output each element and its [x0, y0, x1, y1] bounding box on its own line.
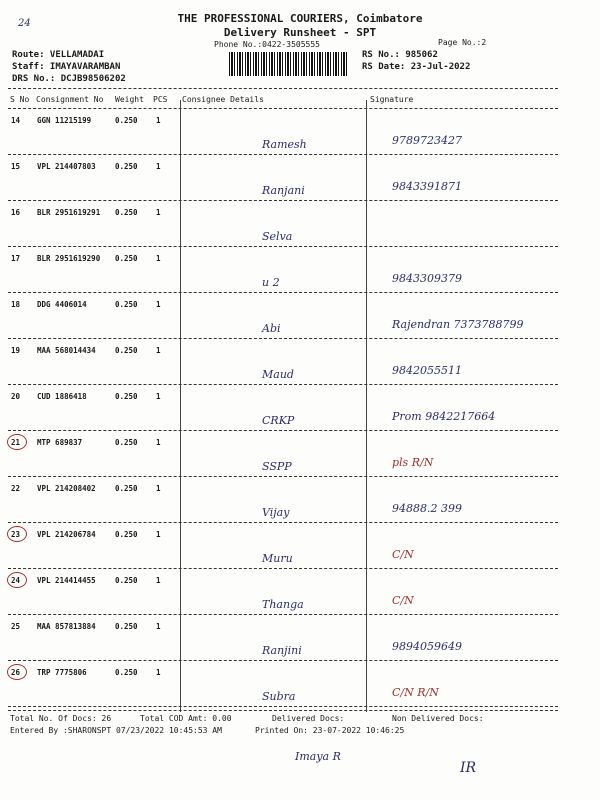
row-pcs: 1 [156, 162, 161, 171]
drs-number: DRS No.: DCJB98506202 [12, 74, 126, 84]
row-s-no: 21 [11, 438, 21, 447]
row-consignment-no: MTP 689837 [37, 438, 83, 447]
route-label: Route: VELLAMADAI [12, 50, 105, 60]
company-name: THE PROFESSIONAL COURIERS, Coimbatore [177, 12, 423, 25]
row-weight: 0.250 [115, 162, 138, 171]
row-consignee-name: Ramesh [262, 138, 307, 151]
row-signature: C/N [392, 594, 414, 607]
supervisor-mark: IR [460, 760, 477, 776]
row-s-no: 15 [11, 162, 21, 171]
row-pcs: 1 [156, 346, 161, 355]
row-signature: pls R/N [392, 456, 434, 469]
row-pcs: 1 [156, 438, 161, 447]
row-pcs: 1 [156, 576, 161, 585]
row-divider [8, 476, 558, 477]
row-s-no: 22 [11, 484, 21, 493]
row-consignee-name: u 2 [262, 276, 280, 289]
document-title: Delivery Runsheet - SPT [223, 26, 377, 39]
row-signature: 9789723427 [392, 134, 462, 147]
row-pcs: 1 [156, 208, 161, 217]
total-cod: Total COD Amt: 0.00 [140, 714, 232, 723]
row-consignee-name: Thanga [262, 598, 304, 611]
row-divider [8, 706, 558, 707]
column-header-divider [8, 108, 558, 109]
row-s-no: 24 [11, 576, 21, 585]
row-consignment-no: VPL 214407803 [37, 162, 96, 171]
col-signature: Signature [370, 95, 414, 104]
row-weight: 0.250 [115, 208, 138, 217]
row-s-no: 25 [11, 622, 21, 631]
row-signature: C/N R/N [392, 686, 439, 699]
row-divider [8, 522, 558, 523]
row-divider [8, 246, 558, 247]
row-consignee-name: Maud [262, 368, 294, 381]
row-consignee-name: SSPP [262, 460, 292, 473]
row-divider [8, 200, 558, 201]
col-consignment: Consignment No [36, 95, 104, 104]
row-s-no: 23 [11, 530, 21, 539]
staff-signature: Imaya R [295, 750, 341, 763]
non-delivered-docs: Non Delivered Docs: [392, 714, 484, 723]
row-divider [8, 338, 558, 339]
row-signature: 9843391871 [392, 180, 462, 193]
row-consignee-name: Subra [262, 690, 296, 703]
row-s-no: 19 [11, 346, 21, 355]
barcode-image [229, 52, 349, 76]
row-divider [8, 614, 558, 615]
row-consignment-no: VPL 214206784 [37, 530, 96, 539]
row-consignee-name: CRKP [262, 414, 295, 427]
row-pcs: 1 [156, 530, 161, 539]
row-s-no: 17 [11, 254, 21, 263]
row-weight: 0.250 [115, 530, 138, 539]
page-number: Page No.:2 [438, 38, 487, 47]
row-s-no: 20 [11, 392, 21, 401]
row-consignment-no: BLR 2951619291 [37, 208, 101, 217]
row-pcs: 1 [156, 116, 161, 125]
row-divider [8, 384, 558, 385]
row-pcs: 1 [156, 668, 161, 677]
row-consignee-name: Ranjini [262, 644, 302, 657]
row-weight: 0.250 [115, 576, 138, 585]
row-pcs: 1 [156, 392, 161, 401]
details-column-line [180, 100, 181, 712]
printed-on: Printed On: 23-07-2022 10:46:25 [255, 726, 405, 735]
col-weight: Weight [115, 95, 144, 104]
row-weight: 0.250 [115, 392, 138, 401]
row-weight: 0.250 [115, 346, 138, 355]
row-s-no: 18 [11, 300, 21, 309]
entered-by: Entered By :SHARONSPT 07/23/2022 10:45:53 AM [10, 726, 222, 735]
row-weight: 0.250 [115, 254, 138, 263]
col-consignee-details: Consignee Details [182, 95, 264, 104]
row-consignment-no: GGN 11215199 [37, 116, 92, 125]
row-pcs: 1 [156, 300, 161, 309]
total-docs: Total No. Of Docs: 26 [10, 714, 112, 723]
delivered-docs: Delivered Docs: [272, 714, 345, 723]
row-divider [8, 660, 558, 661]
phone-number: Phone No.:0422-3505555 [214, 40, 320, 49]
row-s-no: 14 [11, 116, 21, 125]
row-consignee-name: Abi [262, 322, 281, 335]
row-signature: 9842055511 [392, 364, 462, 377]
row-divider [8, 292, 558, 293]
row-weight: 0.250 [115, 300, 138, 309]
row-s-no: 26 [11, 668, 21, 677]
col-pcs: PCS [153, 95, 168, 104]
row-pcs: 1 [156, 484, 161, 493]
row-consignment-no: MAA 568014434 [37, 346, 96, 355]
col-s-no: S No [10, 95, 30, 104]
row-consignment-no: DDG 4406014 [37, 300, 87, 309]
row-weight: 0.250 [115, 438, 138, 447]
rs-date: RS Date: 23-Jul-2022 [362, 62, 471, 72]
row-divider [8, 154, 558, 155]
row-consignee-name: Selva [262, 230, 293, 243]
row-signature: 9843309379 [392, 272, 462, 285]
footer-divider [8, 710, 558, 711]
row-signature: Rajendran 7373788799 [392, 318, 524, 331]
row-weight: 0.250 [115, 116, 138, 125]
row-consignment-no: TRP 7775806 [37, 668, 87, 677]
header-divider [8, 88, 558, 89]
row-consignment-no: MAA 857813884 [37, 622, 96, 631]
doc-mark: 24 [18, 18, 31, 29]
row-pcs: 1 [156, 622, 161, 631]
row-weight: 0.250 [115, 668, 138, 677]
row-consignee-name: Ranjani [262, 184, 305, 197]
row-signature: 9894059649 [392, 640, 462, 653]
staff-label: Staff: IMAYAVARAMBAN [12, 62, 121, 72]
signature-column-line [366, 100, 367, 712]
row-divider [8, 430, 558, 431]
row-consignment-no: CUD 1886418 [37, 392, 87, 401]
row-consignment-no: VPL 214208402 [37, 484, 96, 493]
row-consignee-name: Muru [262, 552, 293, 565]
row-consignment-no: BLR 2951619290 [37, 254, 101, 263]
row-signature: Prom 9842217664 [392, 410, 496, 423]
row-divider [8, 568, 558, 569]
row-weight: 0.250 [115, 484, 138, 493]
row-pcs: 1 [156, 254, 161, 263]
row-weight: 0.250 [115, 622, 138, 631]
row-signature: 94888.2 399 [392, 502, 462, 515]
rs-number: RS No.: 985062 [362, 50, 438, 60]
row-signature: C/N [392, 548, 414, 561]
row-s-no: 16 [11, 208, 21, 217]
row-consignee-name: Vijay [262, 506, 290, 519]
row-consignment-no: VPL 214414455 [37, 576, 96, 585]
